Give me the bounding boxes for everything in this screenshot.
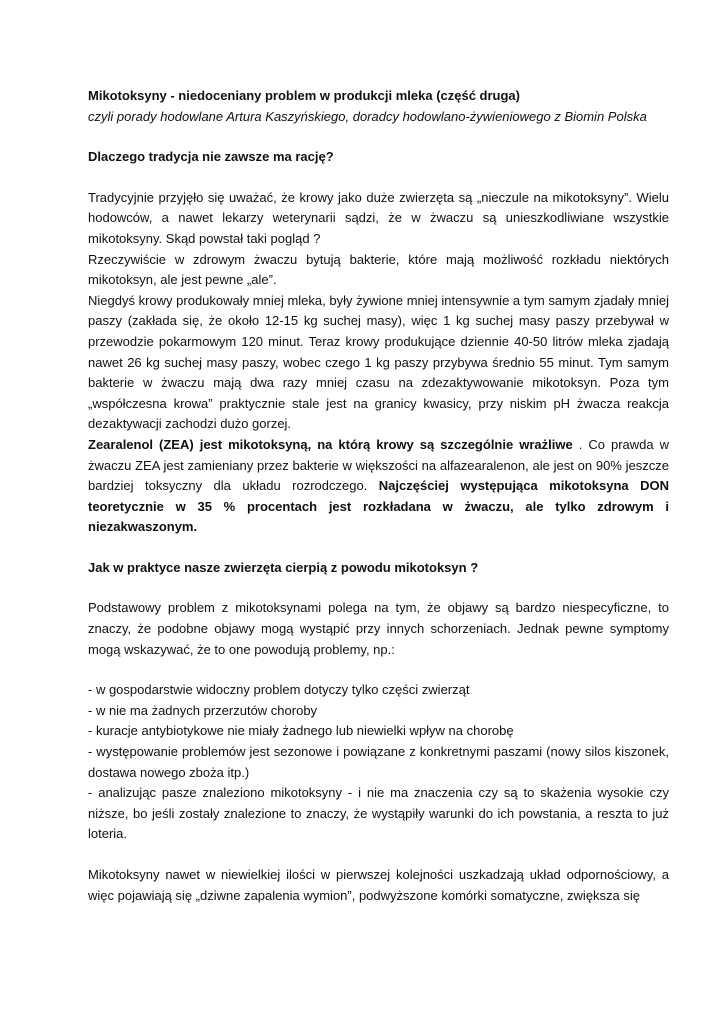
list-item: - występowanie problemów jest sezonowe i powiązane z konkretnymi paszami (nowy silos kiszonek, dostawa nowego zboża itp.) (88, 744, 669, 780)
paragraph-immunity: Mikotoksyny nawet w niewielkiej ilości w pierwszej kolejności uszkadzają układ odpornościowy, a więc pojawiają się „dziwne zapalenia wymion”, podwyższone komórki somatyczne, zwiększa się (88, 867, 669, 903)
list-item: - w gospodarstwie widoczny problem dotyczy tylko części zwierząt (88, 682, 470, 698)
document-subtitle: czyli porady hodowlane Artura Kaszyńskiego, doradcy hodowlano-żywieniowego z Biomin Polska (88, 108, 647, 124)
zea-text: . Co prawda w żwaczu ZEA jest zamieniany przez bakterie w większości na alfazearalenon, ale jest on 90% jeszcze bardziej toksyczny dla układu rozrodczego. (88, 436, 670, 494)
paragraph-tradition-3: Niegdyś krowy produkowały mniej mleka, były żywione mniej intensywnie a tym samym zjadały mniej paszy (zakłada się, że około 12-15 kg suchej masy), więc 1 kg suchej masy paszy przebywał w przewodzie pokarmowym 120 minut. Teraz krowy produkujące dziennie 40-50 litrów mleka zjadają nawet 26 kg suchej masy paszy, wobec czego 1 kg paszy przybywa średnio 55 minut. Tym samym bakterie w żwaczu mają dwa razy mniej czasu na zdezaktywowanie mikotoksyn. Poza tym „współczesna krowa” praktycznie stale jest na granicy kwasicy, przy niskim pH żwacza reakcja dezaktywacji zachodzi dużo gorzej. (88, 292, 669, 432)
paragraph-symptoms: Podstawowy problem z mikotoksynami polega na tym, że objawy są bardzo niespecyficzne, to znaczy, że podobne objawy mogą wystąpić przy innych schorzeniach. Jednak pewne symptomy mogą wskazywać, że to one powodują problemy, np.: (88, 600, 669, 657)
paragraph-zea (88, 435, 669, 538)
paragraph-tradition-2: Rzeczywiście w zdrowym żwaczu bytują bakterie, które mają możliwość rozkładu niektórych mikotoksyn, ale jest pewne „ale”. (88, 251, 669, 288)
paragraph-tradition-1: Tradycyjnie przyjęło się uważać, że krowy jako duże zwierzęta są „nieczule na mikotoksyny”. Wielu hodowców, a nawet lekarzy weterynarii sądzi, że w żwaczu są unieszkodliwiane wszystkie mikotoksyny. Skąd powstał taki pogląd ? (88, 189, 669, 246)
list-item: - kuracje antybiotykowe nie miały żadnego lub niewielki wpływ na chorobę (88, 723, 514, 739)
section-heading-practice: Jak w praktyce nasze zwierzęta cierpią z powodu mikotoksyn ? (88, 559, 479, 575)
don-bold-text: Najczęściej występująca mikotoksyna DON teoretycznie w 35 % procentach jest rozkładana w żwaczu, ale tylko zdrowym i niezakwaszonym. (88, 478, 669, 535)
zea-bold-text: Zearalenol (ZEA) jest mikotoksyną, na którą krowy są szczególnie wrażliwe (88, 436, 573, 452)
section-heading-tradition: Dlaczego tradycja nie zawsze ma rację? (88, 149, 334, 165)
document-title: Mikotoksyny - niedoceniany problem w produkcji mleka (część druga) (88, 88, 520, 103)
list-item: - analizując pasze znaleziono mikotoksyny - i nie ma znaczenia czy są to skażenia wysokie czy niższe, bo jeśli zostały znalezione to znaczy, że wystąpiły warunki do ich powstania, a reszta to już loteria. (88, 785, 669, 842)
document-page (88, 86, 669, 906)
list-item: - w nie ma żadnych przerzutów choroby (88, 702, 318, 718)
symptom-list (88, 680, 669, 845)
